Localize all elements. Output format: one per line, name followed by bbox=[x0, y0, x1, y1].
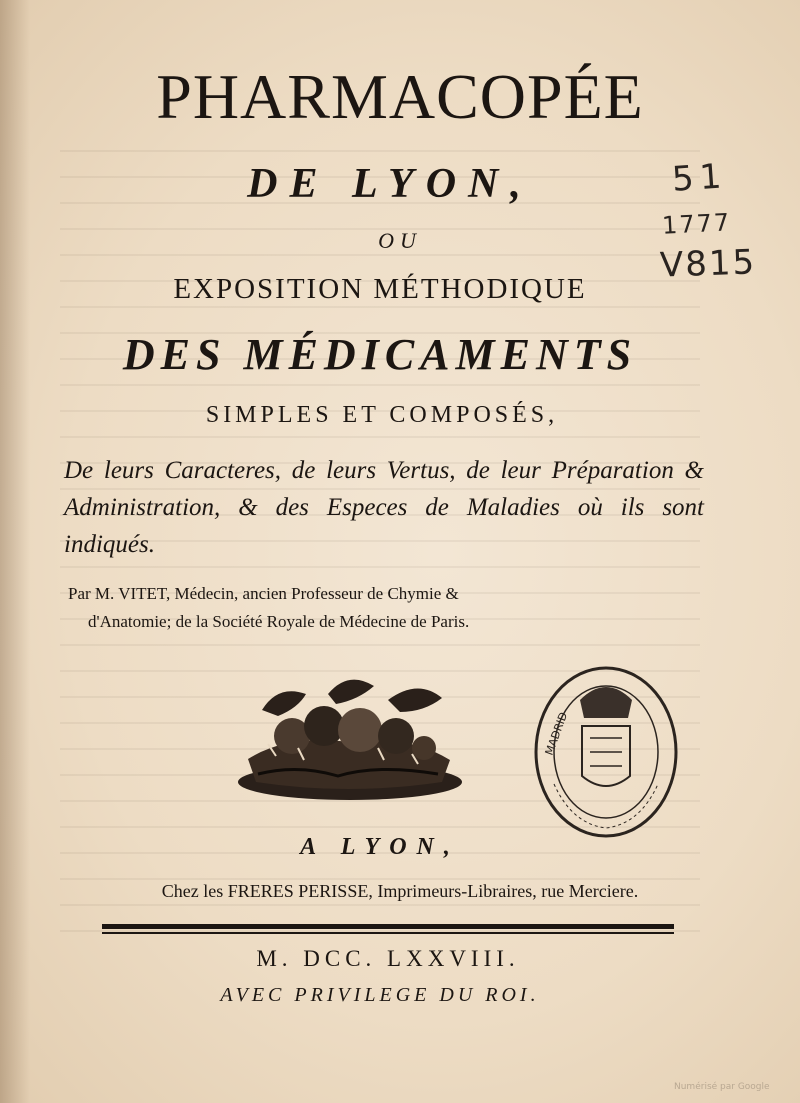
fruit-basket-ornament bbox=[228, 664, 468, 809]
title-ou: OU bbox=[378, 228, 422, 253]
author-credit bbox=[68, 580, 708, 636]
double-rule-thick bbox=[102, 924, 674, 929]
handwritten-shelfmark-1: 51 bbox=[670, 156, 729, 200]
stamp-text: MADRID bbox=[542, 710, 571, 758]
title-medicaments: DES MÉDICAMENTS bbox=[122, 330, 638, 379]
handwritten-shelfmark-3: V815 bbox=[659, 242, 757, 286]
stamp-seal-icon bbox=[532, 664, 680, 840]
digitization-watermark: Numérisé par Google bbox=[674, 1082, 770, 1092]
imprint-publisher: Chez les FRERES PERISSE, Imprimeurs-Libraires, rue Merciere. bbox=[161, 881, 639, 901]
subtitle-description: De leurs Caracteres, de leurs Vertus, de leur Préparation & Administration, & des Especes de Maladies où ils sont indiqués. bbox=[64, 457, 704, 558]
title-exposition: EXPOSITION MÉTHODIQUE bbox=[173, 273, 587, 305]
imprint-date: M. DCC. LXXVIII. bbox=[256, 946, 520, 971]
title-de-lyon: DE LYON, bbox=[247, 161, 533, 207]
imprint-place: A LYON, bbox=[300, 834, 460, 860]
author-line-2: d'Anatomie; de la Société Royale de Médecine de Paris. bbox=[88, 612, 470, 631]
title-simples: SIMPLES ET COMPOSÉS, bbox=[205, 402, 559, 428]
handwritten-shelfmark-2: 1777 bbox=[661, 208, 732, 240]
library-stamp bbox=[532, 664, 680, 840]
double-rule-thin bbox=[102, 932, 674, 934]
imprint-privilege: AVEC PRIVILEGE DU ROI. bbox=[220, 984, 540, 1006]
title-main: PHARMACOPÉE bbox=[156, 61, 644, 132]
author-line-1: Par M. VITET, Médecin, ancien Professeur de Chymie & bbox=[68, 584, 459, 603]
